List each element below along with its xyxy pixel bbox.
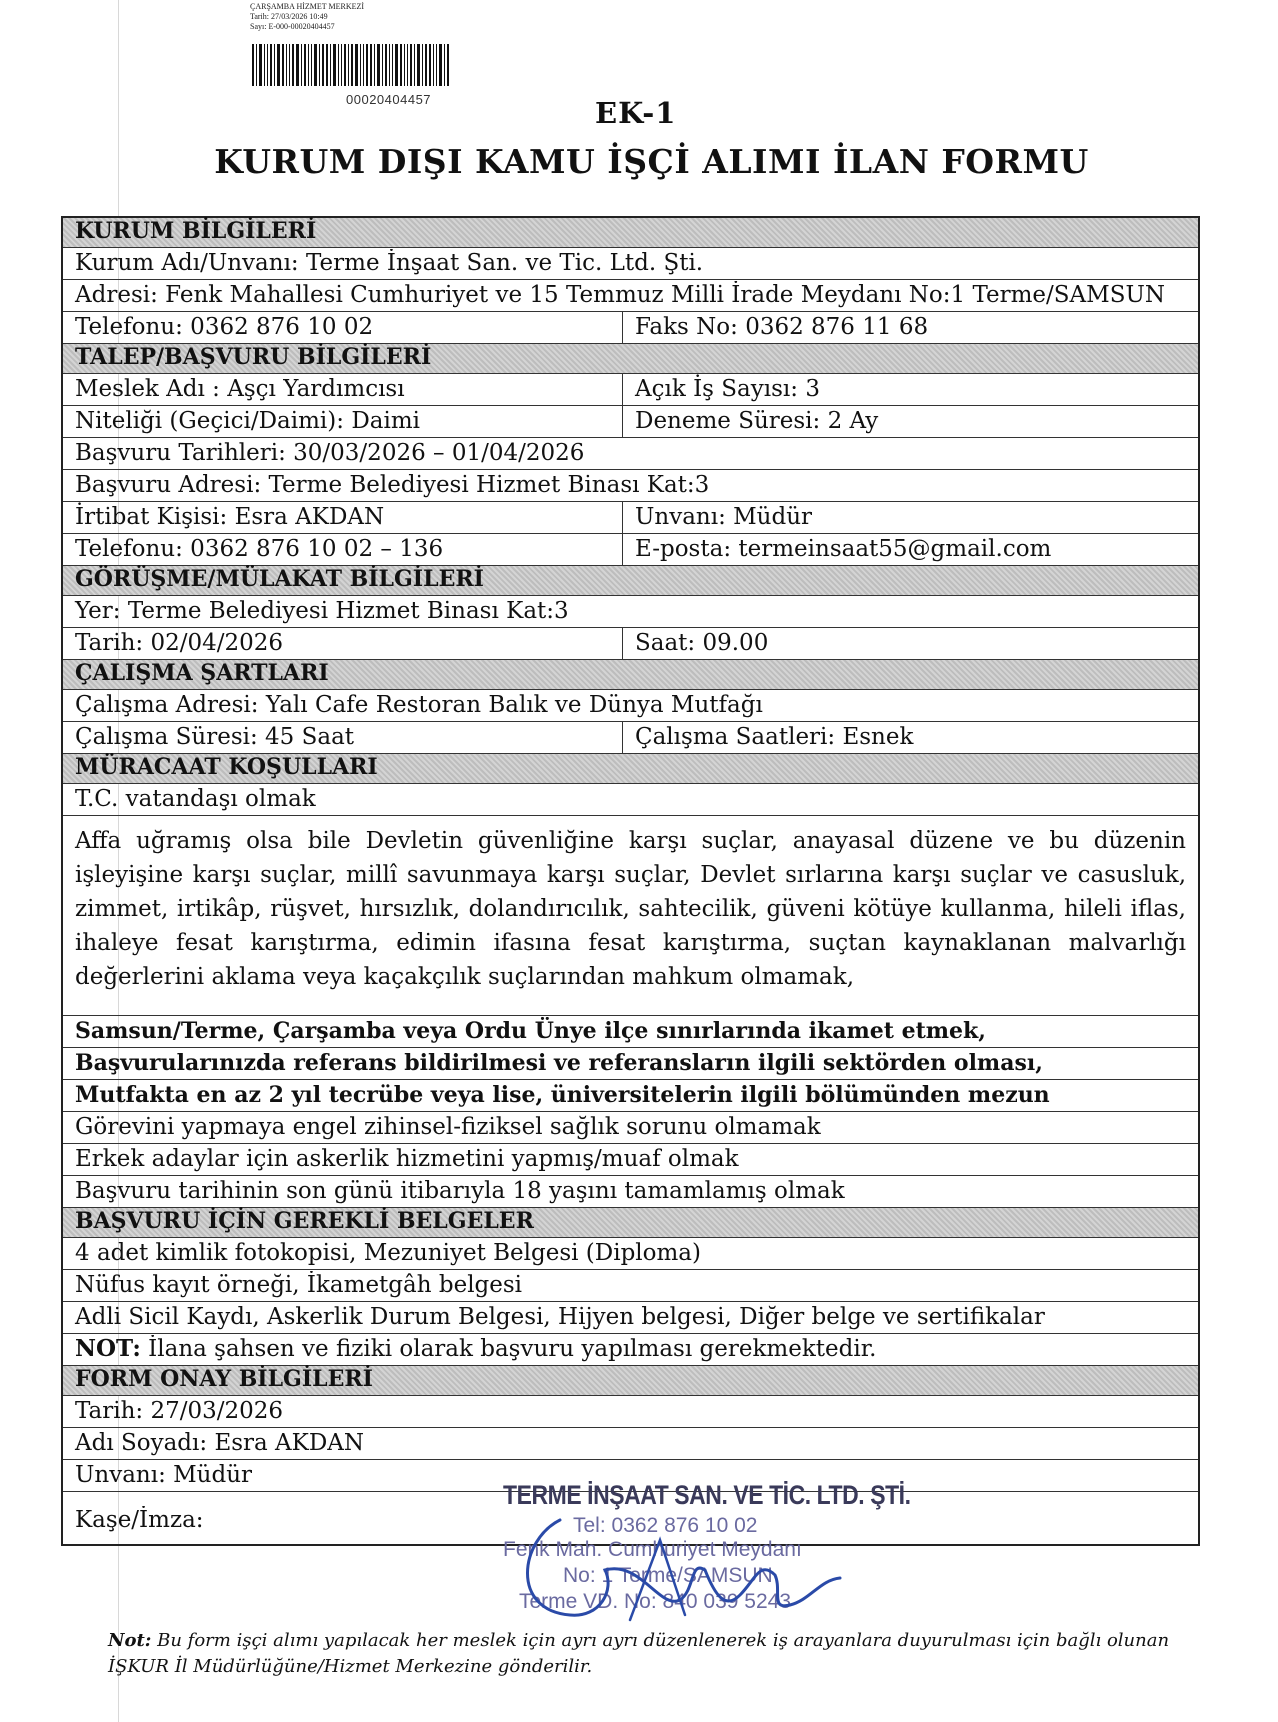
stamp-address: Fenk Mah. Cumhuriyet Meydanı <box>503 1538 802 1561</box>
barcode-bar <box>326 44 328 86</box>
barcode-bar <box>311 44 312 86</box>
acik-is-sayisi: Açık İş Sayısı: 3 <box>635 376 820 402</box>
barcode-bar <box>304 44 306 86</box>
barcode-bar <box>414 44 415 86</box>
belge-kimlik: 4 adet kimlik fotokopisi, Mezuniyet Belgesi (Diploma) <box>75 1240 701 1266</box>
gorusme-saat: Saat: 09.00 <box>635 630 769 656</box>
belge-not <box>63 1335 1198 1365</box>
barcode-bar <box>286 44 287 86</box>
barcode-bar <box>292 44 294 86</box>
section-title: TALEP/BAŞVURU BİLGİLERİ <box>75 344 432 370</box>
form-row <box>63 1428 1198 1460</box>
barcode-bar <box>425 44 427 86</box>
section-muracaat-header <box>63 754 1198 784</box>
kurum-adres: Adresi: Fenk Mahallesi Cumhuriyet ve 15 Temmuz Milli İrade Meydanı No:1 Terme/SAMSUN <box>75 282 1165 308</box>
form-row <box>63 1080 1198 1112</box>
barcode-bar <box>256 44 257 86</box>
irtibat-unvan: Unvanı: Müdür <box>635 504 813 530</box>
barcode-bar <box>410 44 412 86</box>
not-label: NOT: <box>75 1335 141 1362</box>
registry-date: Tarih: 27/03/2026 10:49 <box>250 12 328 21</box>
barcode-bar <box>252 44 254 86</box>
form-row <box>63 406 1198 438</box>
barcode-bar <box>333 44 336 86</box>
section-belgeler-header <box>63 1208 1198 1238</box>
section-kurum-header <box>63 218 1198 248</box>
barcode-bar <box>277 44 280 86</box>
basvuru-adresi: Başvuru Adresi: Terme Belediyesi Hizmet Binası Kat:3 <box>75 472 710 498</box>
annex-label: EK-1 <box>595 96 677 130</box>
calisma-suresi: Çalışma Süresi: 45 Saat <box>63 722 623 753</box>
form-row <box>63 438 1198 470</box>
page-title: KURUM DIŞI KAMU İŞÇİ ALIMI İLAN FORMU <box>214 142 1089 181</box>
barcode-bar <box>429 44 431 86</box>
barcode-bar <box>392 44 393 86</box>
barcode-bar <box>344 44 346 86</box>
kosul-adli-sicil: Affa uğramış olsa bile Devletin güvenliğine karşı suçlar, anayasal düzene ve bu düzenin işleyişine karşı suçlar, millî savunmaya karşı suçlar, Devlet sırlarına karşı suçlar ve casusluk, zimmet, irtikâp, rüşvet, hırsızlık, dolandırıcılık, sahtecilik, güveni kötüye kullanma, hileli iflas, ihaleye fesat karıştırma, edimin ifasına fesat karıştırma, suçtan kaynaklanan malvarlığı değerlerini aklama veya kaçakçılık suçlarından mahkum olmamak, <box>75 828 1186 990</box>
calisma-adresi: Çalışma Adresi: Yalı Cafe Restoran Balık ve Dünya Mutfağı <box>75 692 763 718</box>
onay-kase-imza: Kaşe/İmza: <box>75 1507 204 1533</box>
section-title: BAŞVURU İÇİN GEREKLİ BELGELER <box>75 1208 534 1234</box>
form-row <box>63 534 1198 566</box>
irtibat-telefon: Telefonu: 0362 876 10 02 – 136 <box>63 534 623 565</box>
footnote <box>108 1628 1178 1680</box>
barcode-bar <box>439 44 442 86</box>
barcode-bar <box>308 44 309 86</box>
form-row <box>63 1334 1198 1366</box>
kurum-adi: Kurum Adı/Unvanı: Terme İnşaat San. ve Tic. Ltd. Şti. <box>75 250 704 276</box>
barcode-bar <box>422 44 423 86</box>
barcode-bar <box>270 44 272 86</box>
barcode-bar <box>417 44 420 86</box>
form-row <box>63 690 1198 722</box>
form-row <box>63 374 1198 406</box>
form-row <box>63 1144 1198 1176</box>
stamp-city: No: 1 Terme/SAMSUN <box>563 1564 773 1587</box>
onay-unvan: Unvanı: Müdür <box>75 1462 253 1488</box>
form-row <box>63 280 1198 312</box>
barcode-bar <box>330 44 331 86</box>
kosul-referans: Başvurularınızda referans bildirilmesi ve referansların ilgili sektörden olması, <box>75 1050 1043 1076</box>
kurum-faks: Faks No: 0362 876 11 68 <box>635 314 929 340</box>
form-row <box>63 816 1198 1016</box>
form-row <box>63 1270 1198 1302</box>
barcode-bar <box>322 44 324 86</box>
barcode-bar <box>259 44 262 86</box>
barcode-bar <box>296 44 299 86</box>
barcode-bar <box>395 44 398 86</box>
barcode-bar <box>436 44 437 86</box>
stamp-phone: Tel: 0362 876 10 02 <box>573 1514 758 1537</box>
barcode-bar <box>301 44 302 86</box>
barcode-bar <box>377 44 380 86</box>
barcode-bar <box>404 44 405 86</box>
barcode <box>252 44 534 86</box>
kosul-ikamet: Samsun/Terme, Çarşamba veya Ordu Ünye ilçe sınırlarında ikamet etmek, <box>75 1018 986 1044</box>
deneme-suresi: Deneme Süresi: 2 Ay <box>635 408 879 434</box>
barcode-bar <box>341 44 342 86</box>
section-title: MÜRACAAT KOŞULLARI <box>75 754 378 780</box>
barcode-bar <box>355 44 358 86</box>
section-talep-header <box>63 344 1198 374</box>
onay-tarih: Tarih: 27/03/2026 <box>75 1398 284 1424</box>
barcode-bar <box>389 44 390 86</box>
barcode-bar <box>267 44 268 86</box>
barcode-bar <box>400 44 402 86</box>
gorusme-yer: Yer: Terme Belediyesi Hizmet Binası Kat:3 <box>75 598 569 624</box>
registry-office: ÇARŞAMBA HİZMET MERKEZİ <box>250 2 365 11</box>
barcode-bar <box>319 44 320 86</box>
form-row <box>63 1238 1198 1270</box>
kosul-askerlik: Erkek adaylar için askerlik hizmetini yapmış/muaf olmak <box>75 1146 739 1172</box>
barcode-bar <box>363 44 364 86</box>
barcode-bar <box>366 44 368 86</box>
registry-stamp <box>250 2 364 32</box>
barcode-bar <box>433 44 434 86</box>
barcode-bar <box>289 44 290 86</box>
kosul-yas: Başvuru tarihinin son günü itibarıyla 18 yaşını tamamlamış olmak <box>75 1178 845 1204</box>
onay-adi-soyadi: Adı Soyadı: Esra AKDAN <box>75 1430 365 1456</box>
irtibat-kisisi: İrtibat Kişisi: Esra AKDAN <box>63 502 623 533</box>
form-row <box>63 470 1198 502</box>
footnote-label: Not: <box>108 1630 152 1651</box>
barcode-bar <box>444 44 445 86</box>
section-title: GÖRÜŞME/MÜLAKAT BİLGİLERİ <box>75 566 484 592</box>
barcode-bar <box>447 44 449 86</box>
form-row <box>63 1016 1198 1048</box>
barcode-bar <box>314 44 317 86</box>
barcode-bar <box>374 44 375 86</box>
meslek-adi: Meslek Adı : Aşçı Yardımcısı <box>63 374 623 405</box>
stamp-tax-no: Terme VD. No: 840 039 5243 <box>519 1590 791 1613</box>
barcode-bar <box>282 44 284 86</box>
form-row <box>63 628 1198 660</box>
footnote-text: Bu form işçi alımı yapılacak her meslek için ayrı ayrı düzenlenerek iş arayanlara duyurulması için bağlı olunan İŞKUR İl Müdürlüğüne/Hizmet Merkezine gönderilir. <box>108 1630 1170 1677</box>
belge-adli-sicil: Adli Sicil Kaydı, Askerlik Durum Belgesi, Hijyen belgesi, Diğer belge ve sertifikalar <box>75 1304 1045 1330</box>
form-row <box>63 248 1198 280</box>
barcode-bar <box>385 44 387 86</box>
kurum-telefon: Telefonu: 0362 876 10 02 <box>63 312 623 343</box>
form-row <box>63 1048 1198 1080</box>
barcode-bar <box>274 44 275 86</box>
barcode-bar <box>348 44 349 86</box>
calisma-saatleri: Çalışma Saatleri: Esnek <box>635 724 914 750</box>
registry-number: Sayı: E-000-00020404457 <box>250 22 335 31</box>
barcode-bar <box>264 44 265 86</box>
application-form <box>61 216 1200 1546</box>
section-title: ÇALIŞMA ŞARTLARI <box>75 660 329 686</box>
barcode-bar <box>407 44 408 86</box>
kosul-saglik: Görevini yapmaya engel zihinsel-fiziksel sağlık sorunu olmamak <box>75 1114 821 1140</box>
form-row <box>63 502 1198 534</box>
barcode-bar <box>351 44 353 86</box>
barcode-bar <box>360 44 361 86</box>
section-onay-header <box>63 1366 1198 1396</box>
basvuru-tarihleri: Başvuru Tarihleri: 30/03/2026 – 01/04/2026 <box>75 440 585 466</box>
form-row <box>63 784 1198 816</box>
barcode-bar <box>338 44 339 86</box>
form-row <box>63 722 1198 754</box>
stamp-company-name: TERME İNŞAAT SAN. VE TİC. LTD. ŞTİ. <box>503 1480 911 1510</box>
barcode-bar <box>382 44 383 86</box>
form-row <box>63 1302 1198 1334</box>
irtibat-eposta: E-posta: termeinsaat55@gmail.com <box>635 536 1052 562</box>
not-text: İlana şahsen ve fiziki olarak başvuru yapılması gerekmektedir. <box>140 1336 877 1362</box>
form-row <box>63 1112 1198 1144</box>
section-title: KURUM BİLGİLERİ <box>75 218 317 244</box>
form-row <box>63 312 1198 344</box>
section-title: FORM ONAY BİLGİLERİ <box>75 1366 373 1392</box>
kosul-tecrube: Mutfakta en az 2 yıl tecrübe veya lise, üniversitelerin ilgili bölümünden mezun <box>75 1082 1050 1108</box>
form-row <box>63 1396 1198 1428</box>
belge-nufus: Nüfus kayıt örneği, İkametgâh belgesi <box>75 1272 523 1298</box>
form-row <box>63 1176 1198 1208</box>
niteligi: Niteliği (Geçici/Daimi): Daimi <box>63 406 623 437</box>
barcode-bar <box>370 44 372 86</box>
kosul-vatandaslik: T.C. vatandaşı olmak <box>75 786 316 812</box>
barcode-number: 00020404457 <box>346 92 432 107</box>
form-row <box>63 596 1198 628</box>
gorusme-tarih: Tarih: 02/04/2026 <box>63 628 623 659</box>
section-calisma-header <box>63 660 1198 690</box>
section-gorusme-header <box>63 566 1198 596</box>
signature <box>520 1500 850 1640</box>
